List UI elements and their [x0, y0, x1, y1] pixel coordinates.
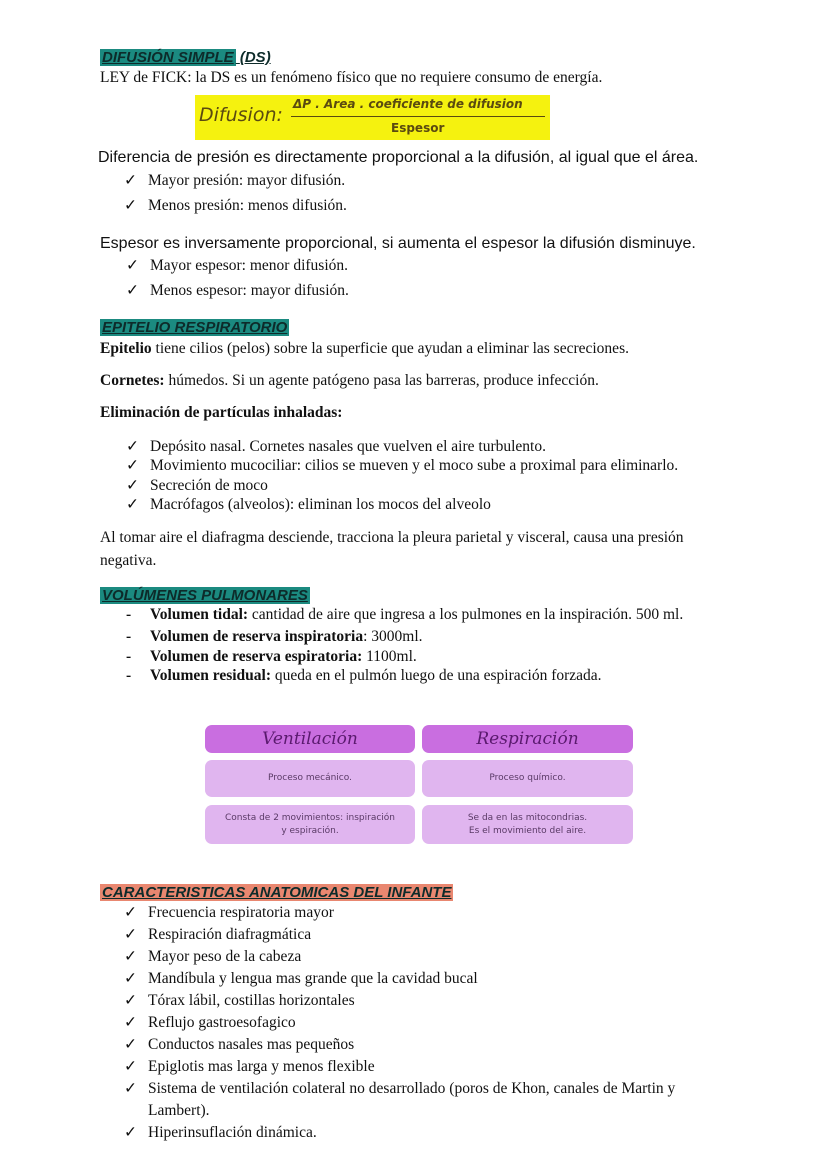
list-item: ✓ Secreción de moco: [150, 476, 268, 496]
heading-epitelio: EPITELIO RESPIRATORIO: [102, 319, 288, 336]
list-item: ✓ Menos espesor: mayor difusión.: [150, 281, 349, 301]
list-item: ✓ Mayor presión: mayor difusión.: [148, 171, 345, 191]
list-item: ✓ Macrófagos (alveolos): eliminan los mocos del alveolo: [150, 495, 491, 515]
list-item: ✓ Mandíbula y lengua mas grande que la cavidad bucal: [148, 969, 478, 989]
paragraph: LEY de FICK: la DS es un fenómeno físico que no requiere consumo de energía.: [100, 69, 603, 86]
list-item: ✓ Mayor peso de la cabeza: [148, 947, 301, 967]
list-item: - Volumen de reserva espiratoria: 1100ml.: [150, 647, 417, 667]
paragraph: Espesor es inversamente proporcional, si aumenta el espesor la difusión disminuye.: [100, 235, 696, 252]
list-item: ✓ Conductos nasales mas pequeños: [148, 1035, 354, 1055]
paragraph: Epitelio tiene cilios (pelos) sobre la superficie que ayudan a eliminar las secreciones.: [100, 340, 629, 357]
table-header: Ventilación: [205, 725, 415, 753]
heading-volumenes: VOLÚMENES PULMONARES: [102, 587, 308, 604]
table-cell: Consta de 2 movimientos: inspiración y espiración.: [205, 805, 415, 844]
fick-formula: Difusion: ΔP . Area . coeficiente de difusion Espesor: [195, 95, 550, 140]
list-item: ✓ Movimiento mucociliar: cilios se mueven y el moco sube a proximal para eliminarlo.: [150, 456, 678, 476]
paragraph: Al tomar aire el diafragma desciende, tracciona la pleura parietal y visceral, causa una presión: [100, 529, 684, 546]
list-item: ✓ Depósito nasal. Cornetes nasales que vuelven el aire turbulento.: [150, 437, 546, 457]
paragraph: Cornetes: húmedos. Si un agente patógeno pasa las barreras, produce infección.: [100, 372, 599, 389]
list-item: ✓ Hiperinsuflación dinámica.: [148, 1123, 317, 1143]
list-item: ✓ Menos presión: menos difusión.: [148, 196, 347, 216]
list-item: ✓ Sistema de ventilación colateral no desarrollado (poros de Khon, canales de Martin y: [148, 1079, 675, 1099]
list-item: ✓ Respiración diafragmática: [148, 925, 311, 945]
paragraph: Diferencia de presión es directamente proporcional a la difusión, al igual que el área.: [98, 149, 699, 166]
list-item: - Volumen tidal: cantidad de aire que ingresa a los pulmones en la inspiración. 500 ml.: [150, 605, 683, 625]
paragraph: negativa.: [100, 552, 157, 569]
list-item-continuation: Lambert).: [148, 1102, 210, 1119]
list-item: ✓ Tórax lábil, costillas horizontales: [148, 991, 355, 1011]
list-item: - Volumen de reserva inspiratoria: 3000ml.: [150, 627, 423, 647]
list-item: ✓ Reflujo gastroesofagico: [148, 1013, 296, 1033]
table-cell: Proceso químico.: [422, 760, 633, 797]
table-cell: Se da en las mitocondrias. Es el movimiento del aire.: [422, 805, 633, 844]
heading-infante: CARACTERISTICAS ANATOMICAS DEL INFANTE: [102, 884, 452, 901]
fraction-bar: [291, 116, 545, 117]
paragraph: Eliminación de partículas inhaladas:: [100, 404, 343, 421]
heading-difusion: DIFUSIÓN SIMPLE (DS): [102, 49, 271, 66]
list-item: ✓ Mayor espesor: menor difusión.: [150, 256, 348, 276]
list-item: ✓ Frecuencia respiratoria mayor: [148, 903, 334, 923]
list-item: - Volumen residual: queda en el pulmón luego de una espiración forzada.: [150, 666, 602, 686]
table-cell: Proceso mecánico.: [205, 760, 415, 797]
table-header: Respiración: [422, 725, 633, 753]
list-item: ✓ Epiglotis mas larga y menos flexible: [148, 1057, 375, 1077]
